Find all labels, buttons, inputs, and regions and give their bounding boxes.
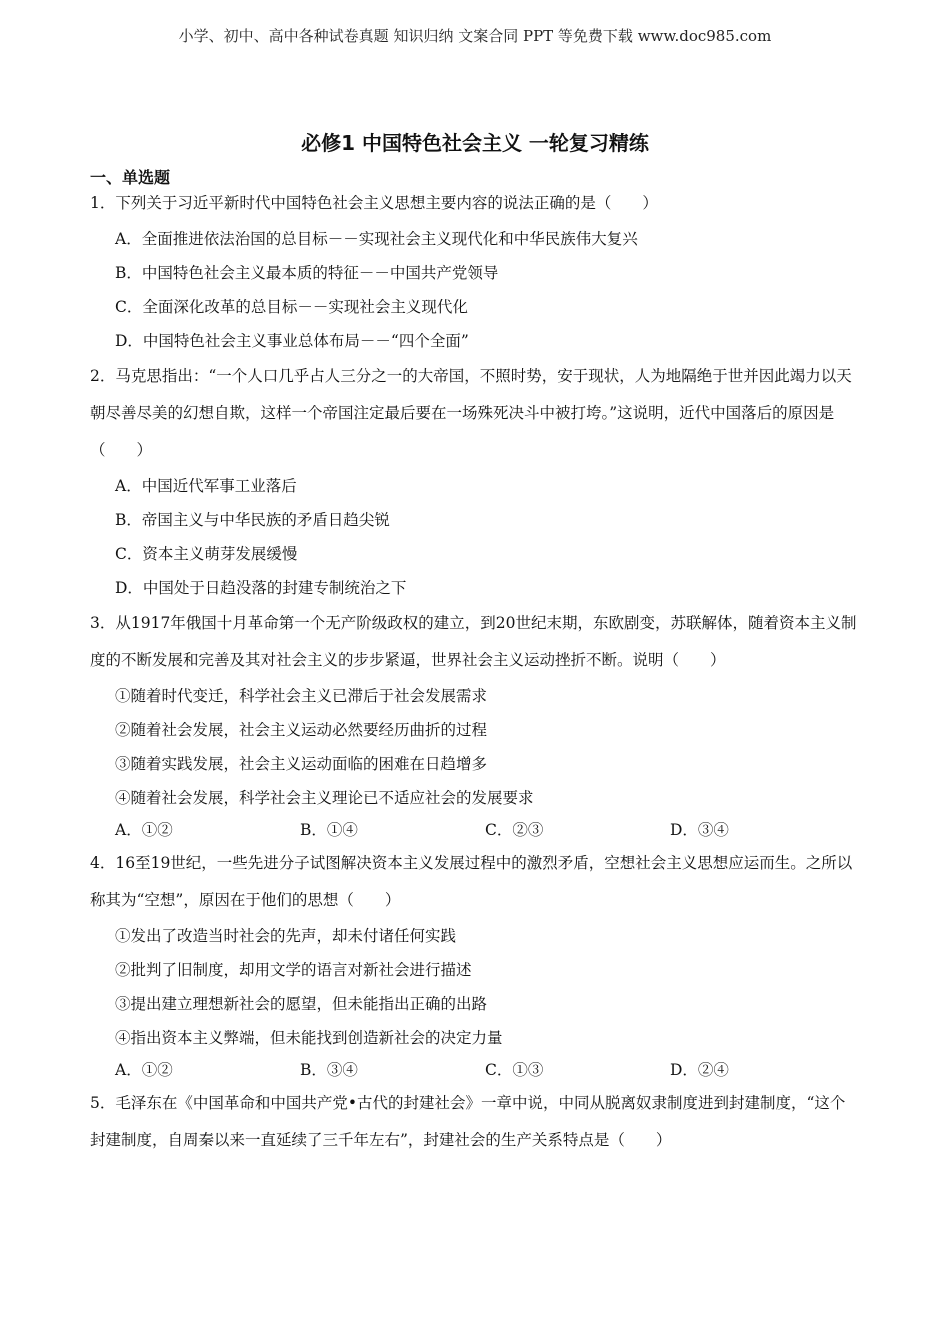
statement-2: ②随着社会发展，社会主义运动必然要经历曲折的过程 (115, 721, 488, 739)
option-b: B．帝国主义与中华民族的矛盾日趋尖锐 (115, 511, 390, 529)
option-row (90, 1055, 860, 1085)
option-c: C．②③ (485, 821, 544, 839)
statement-1: ①随着时代变迁，科学社会主义已滞后于社会发展需求 (115, 687, 488, 705)
question-stem: 5．毛泽东在《中国革命和中国共产党•古代的封建社会》一章中说，中同从脱离奴隶制度进到封建制度，“这个封建制度，自周秦以来一直延续了三千年左右”，封建社会的生产关系特点是（ ） (90, 1094, 846, 1149)
question-5 (90, 1085, 860, 1159)
question-4 (90, 845, 860, 1085)
option-a: A．①② (115, 1061, 173, 1079)
option-c: C．全面深化改革的总目标－－实现社会主义现代化 (115, 298, 468, 316)
option-b: B．中国特色社会主义最本质的特征－－中国共产党领导 (115, 264, 499, 282)
question-list (90, 185, 860, 1159)
option-b: B．①④ (300, 821, 358, 839)
option-d: D．②④ (670, 1061, 729, 1079)
question-stem: 4．16至19世纪，一些先进分子试图解决资本主义发展过程中的激烈矛盾，空想社会主义思想应运而生。之所以称其为“空想”，原因在于他们的思想（ ） (90, 854, 853, 909)
option-a: A．①② (115, 821, 173, 839)
document-title: 必修1 中国特色社会主义 一轮复习精练 (301, 131, 649, 155)
option-d: D．中国特色社会主义事业总体布局－－“四个全面” (115, 332, 469, 350)
statement-3: ③提出建立理想新社会的愿望，但未能指出正确的出路 (115, 995, 488, 1013)
statement-4: ④随着社会发展，科学社会主义理论已不适应社会的发展要求 (115, 789, 534, 807)
statement-4: ④指出资本主义弊端，但未能找到创造新社会的决定力量 (115, 1029, 503, 1047)
option-d: D．中国处于日趋没落的封建专制统治之下 (115, 579, 407, 597)
option-a: A．中国近代军事工业落后 (115, 477, 297, 495)
statement-2: ②批判了旧制度，却用文学的语言对新社会进行描述 (115, 961, 472, 979)
statement-3: ③随着实践发展，社会主义运动面临的困难在日趋增多 (115, 755, 488, 773)
question-stem: 1．下列关于习近平新时代中国特色社会主义思想主要内容的说法正确的是（ ） (90, 194, 658, 212)
question-1 (90, 185, 860, 358)
option-a: A．全面推进依法治国的总目标－－实现社会主义现代化和中华民族伟大复兴 (115, 230, 638, 248)
option-c: C．资本主义萌芽发展缓慢 (115, 545, 298, 563)
option-c: C．①③ (485, 1061, 544, 1079)
option-row (90, 815, 860, 845)
question-stem: 2．马克思指出：“一个人口几乎占人三分之一的大帝国，不照时势，安于现状，人为地隔绝于世并因此竭力以天朝尽善尽美的幻想自欺，这样一个帝国注定最后要在一场殊死决斗中被打垮。”这说明，近代中国落后的原因是（ ） (90, 367, 852, 459)
question-2 (90, 358, 860, 605)
section-heading: 一、单选题 (90, 168, 171, 187)
page-header: 小学、初中、高中各种试卷真题 知识归纳 文案合同 PPT 等免费下载 www.doc985.com (178, 27, 772, 45)
statement-1: ①发出了改造当时社会的先声，却未付诸任何实践 (115, 927, 457, 945)
option-b: B．③④ (300, 1061, 358, 1079)
option-d: D．③④ (670, 821, 729, 839)
question-3 (90, 605, 860, 845)
question-stem: 3．从1917年俄国十月革命第一个无产阶级政权的建立，到20世纪末期，东欧剧变，苏联解体，随着资本主义制度的不断发展和完善及其对社会主义的步步紧逼，世界社会主义运动挫折不断。说明（ ） (90, 614, 857, 669)
